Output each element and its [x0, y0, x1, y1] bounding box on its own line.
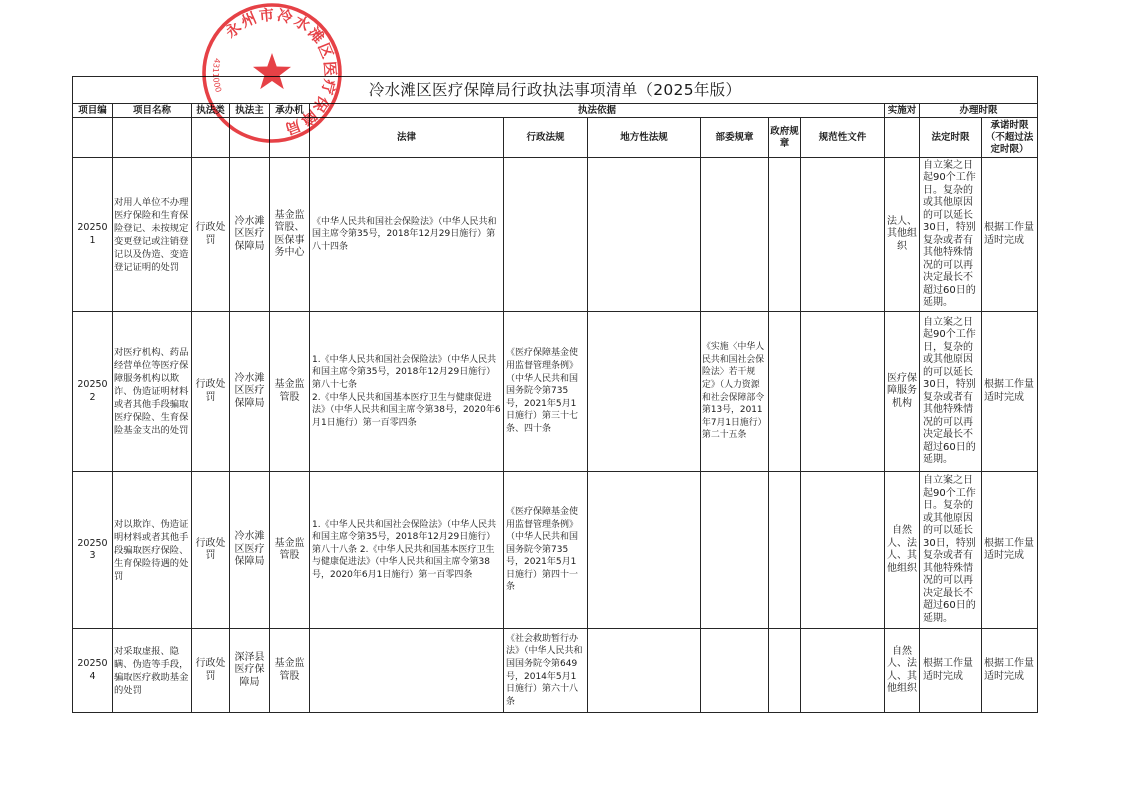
- header-local-regulation: 地方性法规: [588, 118, 701, 158]
- title-row: [73, 77, 1038, 104]
- ministry-rule-cell: 《实施〈中华人民共和国社会保险法〉若干规定》（人力资源和社会保障部令第13号，2011年7月1日施行）第二十五条: [701, 312, 769, 472]
- law-cell: 1.《中华人民共和国社会保险法》（中华人民共和国主席令第35号，2018年12月29日施行）第八十八条 2.《中华人民共和国基本医疗卫生与健康促进法》（中华人民共和国主席令第38号，2020年6月1日施行）第一百零四条: [310, 472, 504, 629]
- seal-name-text: 永州市冷水滩区医疗保障局: [221, 5, 340, 139]
- header-law: 法律: [310, 118, 504, 158]
- administrative-regulation-cell: 《社会救助暂行办法》（中华人民共和国国务院令第649号，2014年5月1日施行）第六十八条: [504, 629, 588, 713]
- header-blank: [230, 118, 270, 158]
- table-row: [73, 312, 1038, 472]
- administrative-regulation-cell: [504, 158, 588, 312]
- seal-code-text: 4311000: [210, 57, 224, 94]
- header-enforcement-category: 执法类: [192, 104, 230, 118]
- ministry-rule-cell: [701, 629, 769, 713]
- enforcement-category-cell: 行政处罚: [192, 629, 230, 713]
- local-regulation-cell: [588, 472, 701, 629]
- header-promised-time-limit: 承诺时限（不超过法定时限）: [982, 118, 1038, 158]
- administrative-regulation-cell: 《医疗保障基金使用监督管理条例》（中华人民共和国国务院令第735号，2021年5月1日施行）第四十一条: [504, 472, 588, 629]
- project-number-cell: 202503: [73, 472, 113, 629]
- enforcement-subject-cell: 冷水滩区医疗保障局: [230, 312, 270, 472]
- subheader-row: [73, 118, 1038, 158]
- header-project-name: 项目名称: [113, 104, 192, 118]
- project-name-cell: 对用人单位不办理医疗保险和生育保险登记、未按规定变更登记或注销登记以及伪造、变造登记证明的处罚: [113, 158, 192, 312]
- header-enforcement-basis: 执法依据: [310, 104, 885, 118]
- table-row: [73, 472, 1038, 629]
- ministry-rule-cell: [701, 472, 769, 629]
- header-administrative-regulation: 行政法规: [504, 118, 588, 158]
- law-cell: 1.《中华人民共和国社会保险法》（中华人民共和国主席令第35号，2018年12月29日施行）第八十七条 2.《中华人民共和国基本医疗卫生与健康促进法》（中华人民共和国主席令第38号，2020年6月1日施行）第一百零四条: [310, 312, 504, 472]
- header-ministry-rule: 部委规章: [701, 118, 769, 158]
- header-target: 实施对: [885, 104, 920, 118]
- enforcement-category-cell: 行政处罚: [192, 158, 230, 312]
- government-rule-cell: [769, 312, 801, 472]
- header-enforcement-subject: 执法主: [230, 104, 270, 118]
- statutory-time-limit-cell: 自立案之日起90个工作日，复杂的或其他原因的可以延长30日，特别复杂或者有其他特殊情况的可以再决定最长不超过60日的延期。: [920, 312, 982, 472]
- target-cell: 自然人、法人、其他组织: [885, 472, 920, 629]
- promised-time-limit-cell: 根据工作量适时完成: [982, 312, 1038, 472]
- statutory-time-limit-cell: 根据工作量适时完成: [920, 629, 982, 713]
- project-name-cell: 对医疗机构、药品经营单位等医疗保障服务机构以欺诈、伪造证明材料或者其他手段骗取医疗保险、生育保险基金支出的处罚: [113, 312, 192, 472]
- administrative-regulation-cell: 《医疗保障基金使用监督管理条例》（中华人民共和国国务院令第735号，2021年5月1日施行）第三十七条、四十条: [504, 312, 588, 472]
- table-row: [73, 629, 1038, 713]
- local-regulation-cell: [588, 629, 701, 713]
- government-rule-cell: [769, 629, 801, 713]
- enforcement-category-cell: 行政处罚: [192, 312, 230, 472]
- enforcement-subject-cell: 冷水滩区医疗保障局: [230, 158, 270, 312]
- project-number-cell: 202502: [73, 312, 113, 472]
- law-cell: 《中华人民共和国社会保险法》（中华人民共和国主席令第35号，2018年12月29日施行）第八十四条: [310, 158, 504, 312]
- header-blank: [113, 118, 192, 158]
- undertaking-unit-cell: 基金监管股: [270, 312, 310, 472]
- promised-time-limit-cell: 根据工作量适时完成: [982, 629, 1038, 713]
- project-name-cell: 对以欺诈、伪造证明材料或者其他手段骗取医疗保险、生育保险待遇的处罚: [113, 472, 192, 629]
- promised-time-limit-cell: 根据工作量适时完成: [982, 472, 1038, 629]
- government-rule-cell: [769, 158, 801, 312]
- government-rule-cell: [769, 472, 801, 629]
- header-time-limit: 办理时限: [920, 104, 1038, 118]
- header-blank: [73, 118, 113, 158]
- project-number-cell: 202501: [73, 158, 113, 312]
- header-undertaking-unit: 承办机: [270, 104, 310, 118]
- header-blank: [885, 118, 920, 158]
- table-row: [73, 158, 1038, 312]
- header-blank: [192, 118, 230, 158]
- local-regulation-cell: [588, 158, 701, 312]
- enforcement-items-table: [72, 76, 1038, 713]
- enforcement-subject-cell: 深泽县医疗保障局: [230, 629, 270, 713]
- statutory-time-limit-cell: 自立案之日起90个工作日。复杂的或其他原因的可以延长30日，特别复杂或者有其他特殊情况的可以再决定最长不超过60日的延期。: [920, 472, 982, 629]
- normative-document-cell: [801, 312, 885, 472]
- normative-document-cell: [801, 472, 885, 629]
- target-cell: 自然人、法人、其他组织: [885, 629, 920, 713]
- enforcement-subject-cell: 冷水滩区医疗保障局: [230, 472, 270, 629]
- normative-document-cell: [801, 629, 885, 713]
- project-number-cell: 202504: [73, 629, 113, 713]
- header-blank: [270, 118, 310, 158]
- undertaking-unit-cell: 基金监管股: [270, 629, 310, 713]
- target-cell: 法人、其他组织: [885, 158, 920, 312]
- header-normative-document: 规范性文件: [801, 118, 885, 158]
- normative-document-cell: [801, 158, 885, 312]
- header-government-rule: 政府规章: [769, 118, 801, 158]
- promised-time-limit-cell: 根据工作量适时完成: [982, 158, 1038, 312]
- header-project-number: 项目编: [73, 104, 113, 118]
- page-title: 冷水滩区医疗保障局行政执法事项清单（2025年版）: [73, 77, 1038, 104]
- undertaking-unit-cell: 基金监管股、医保事务中心: [270, 158, 310, 312]
- ministry-rule-cell: [701, 158, 769, 312]
- statutory-time-limit-cell: 自立案之日起90个工作日。复杂的或其他原因的可以延长30日，特别复杂或者有其他特殊情况的可以再决定最长不超过60日的延期。: [920, 158, 982, 312]
- undertaking-unit-cell: 基金监管股: [270, 472, 310, 629]
- law-cell: [310, 629, 504, 713]
- project-name-cell: 对采取虚报、隐瞒、伪造等手段，骗取医疗救助基金的处罚: [113, 629, 192, 713]
- header-row: [73, 104, 1038, 118]
- local-regulation-cell: [588, 312, 701, 472]
- enforcement-category-cell: 行政处罚: [192, 472, 230, 629]
- target-cell: 医疗保障服务机构: [885, 312, 920, 472]
- header-statutory-time-limit: 法定时限: [920, 118, 982, 158]
